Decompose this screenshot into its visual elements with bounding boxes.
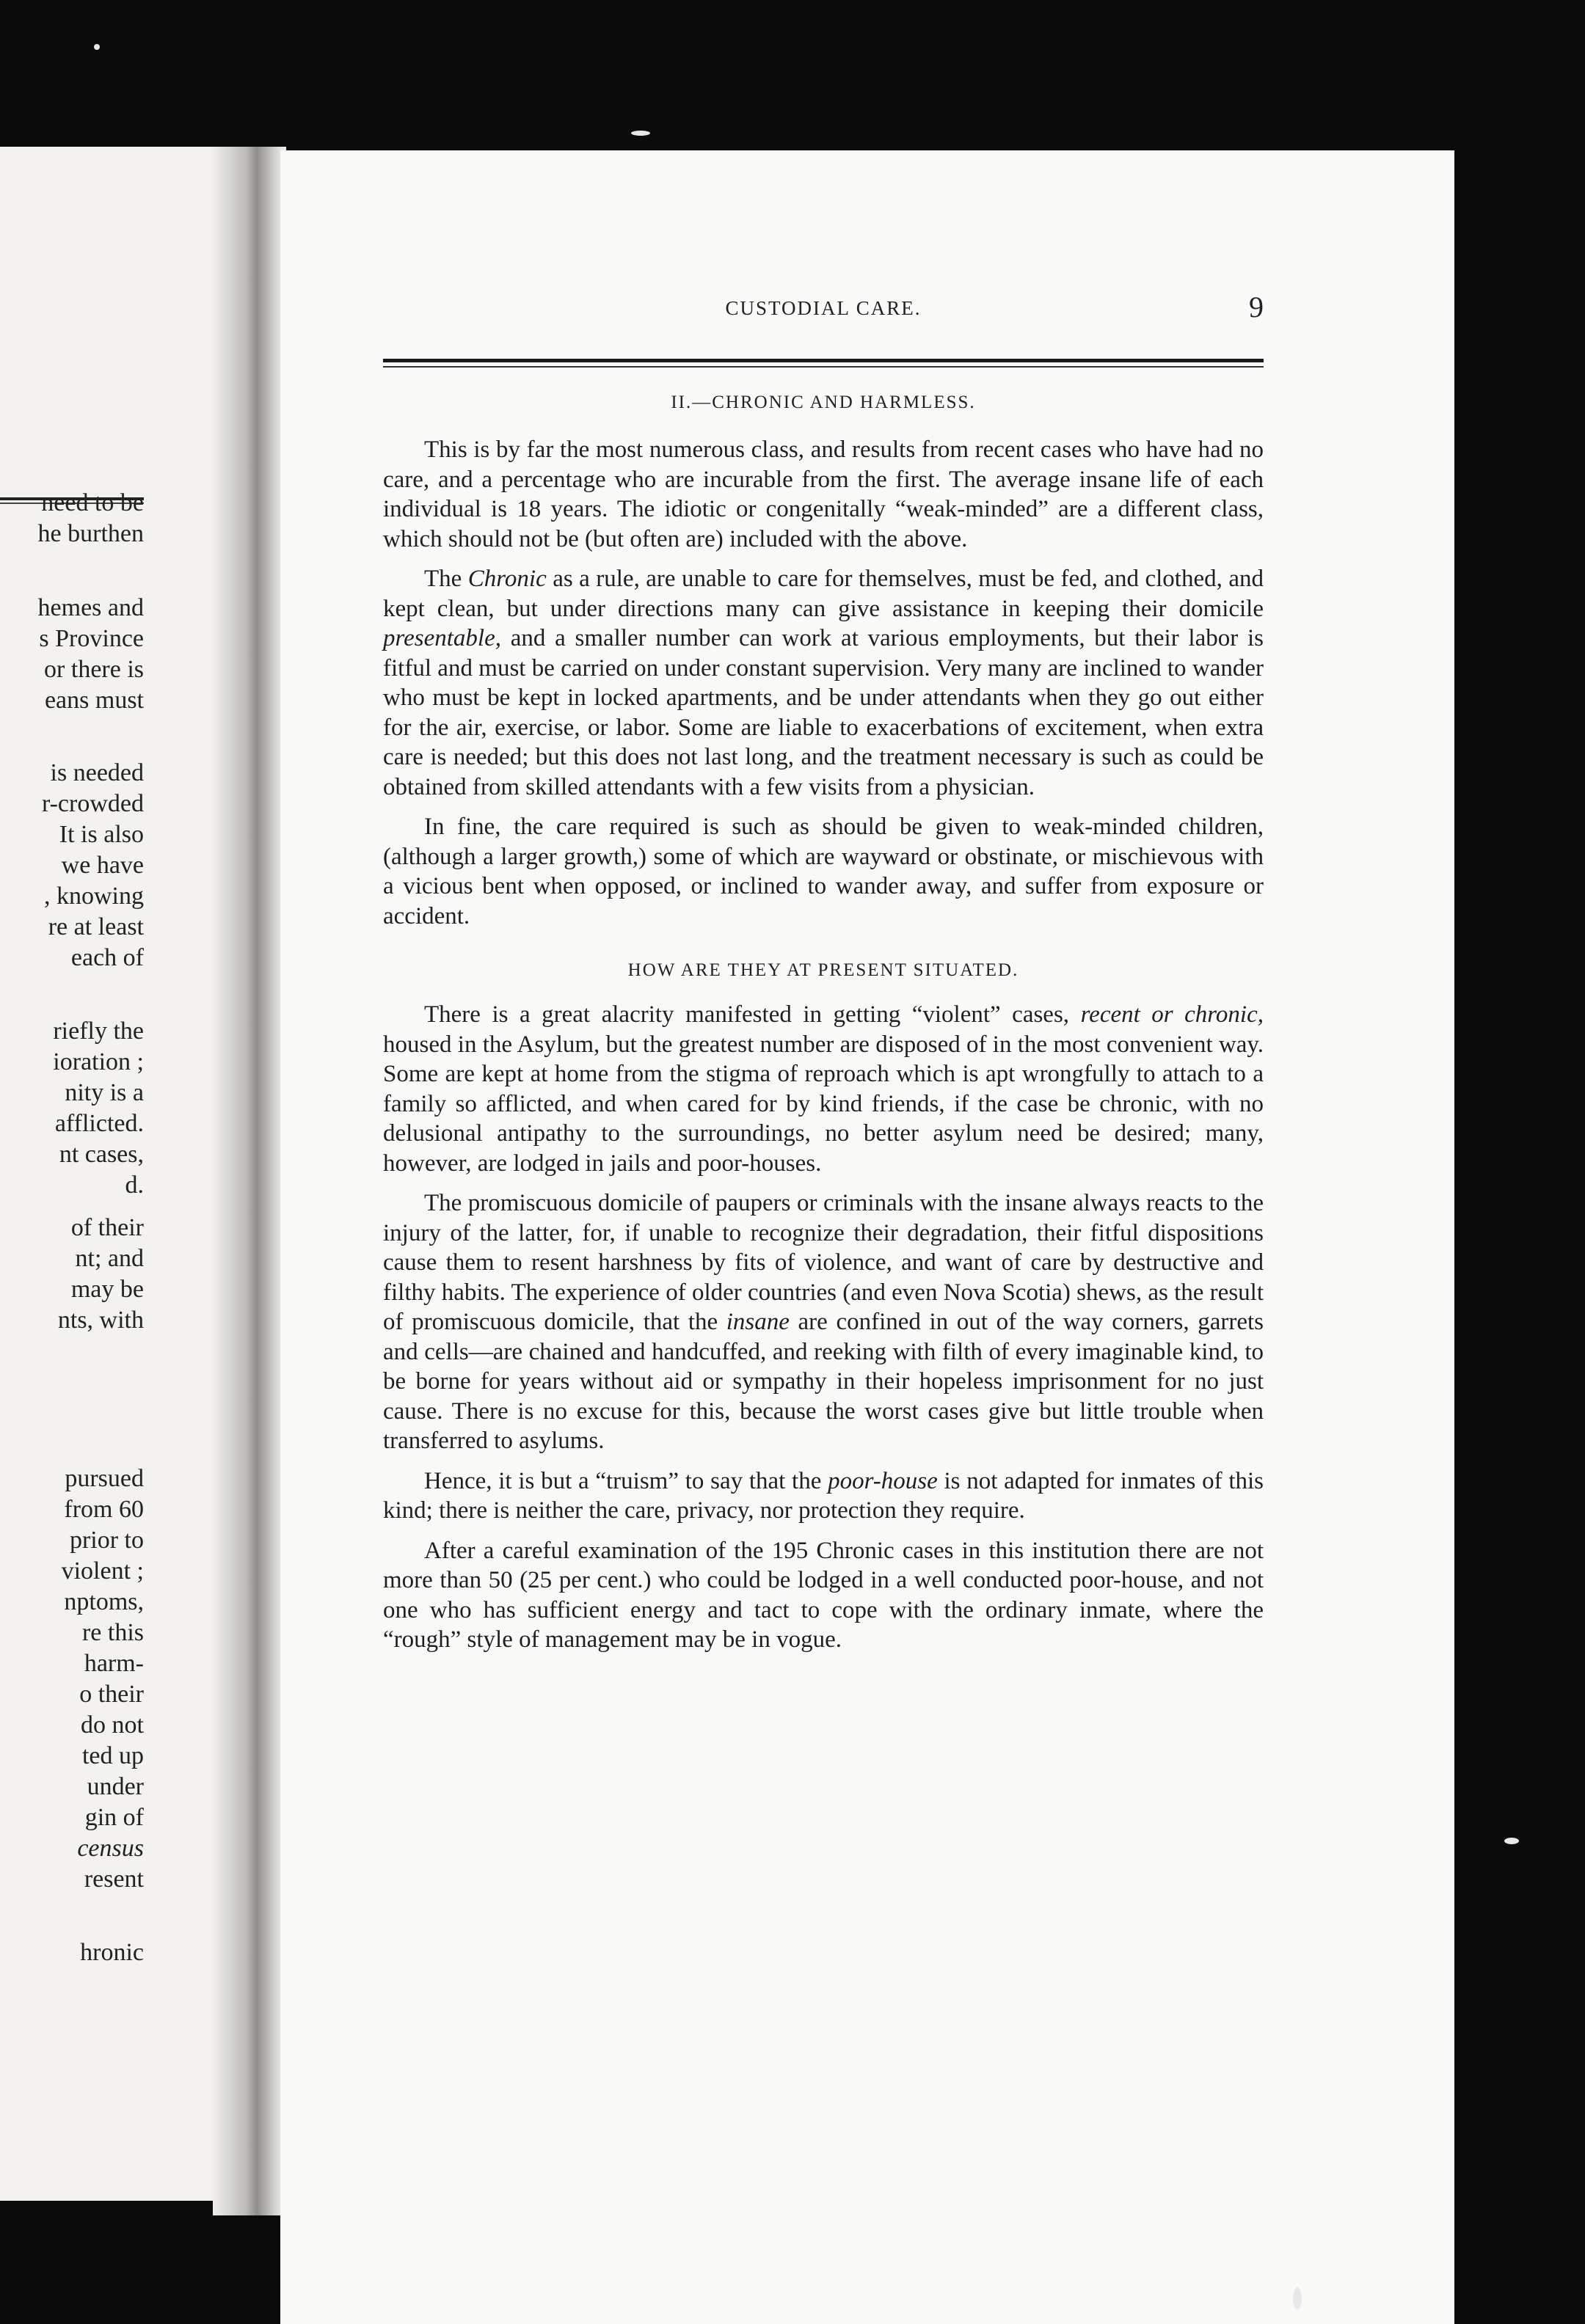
- previous-page-line: , knowing: [44, 883, 144, 910]
- previous-page-line: It is also: [59, 821, 144, 848]
- header-rule: [383, 359, 1264, 368]
- previous-page-line: each of: [70, 944, 144, 971]
- previous-page-line: afflicted.: [54, 1110, 144, 1137]
- dust-speck: [1504, 1838, 1519, 1844]
- dust-speck: [1293, 2287, 1302, 2309]
- previous-page-line: nptoms,: [64, 1588, 144, 1615]
- italic-term: poor-house: [828, 1467, 938, 1494]
- running-head: [383, 290, 1264, 341]
- previous-page-line: violent ;: [61, 1557, 144, 1585]
- previous-page-line: d.: [125, 1172, 144, 1199]
- paragraph: The promiscuous domicile of paupers or criminals with the insane always reacts to the injury of the latter, for, if unable to recognize their degradation, their fitful dispositions cause them to resent harshness by fits of violence, and want of care by destructive and filthy habits. The experience of older countries (and even Nova Scotia) shews, as the result of promiscuous domicile, that the insane are confined in out of the way corners, garrets and cells—are chained and handcuffed, and reeking with filth of every imaginable kind, to be borne for years without aid or sympathy in their hopeless imprisonment for no just cause. There is no excuse for this, because the worst cases give but little trouble when transferred to asylums.: [383, 1190, 1264, 1454]
- previous-page-line: we have: [61, 852, 144, 879]
- running-title: CUSTODIAL CARE.: [725, 297, 922, 319]
- previous-page-line: ted up: [81, 1742, 144, 1769]
- previous-page-line: of their: [70, 1214, 144, 1241]
- paragraph: Hence, it is but a “truism” to say that the poor-house is not adapted for inmates of this kind; there is neither the care, privacy, nor protection they require.: [383, 1467, 1264, 1524]
- previous-page-line: resent: [84, 1866, 144, 1893]
- dust-speck: [94, 44, 100, 50]
- book-gutter: [213, 147, 286, 2215]
- previous-page-line: he burthen: [37, 520, 144, 547]
- previous-page-line: s Province: [39, 625, 144, 652]
- paragraph: There is a great alacrity manifested in getting “violent” cases, recent or chronic, housed in the Asylum, but the greatest number are disposed of in the most convenient way. Some are kept at home from the stigma of reproach which is apt wrongfully to attach to a family so afflicted, and when cared for by kind friends, if the case be chronic, with no delusional antipathy to the surroundings, no better asylum need be desired; many, however, are lodged in jails and poor-houses.: [383, 1001, 1264, 1177]
- paragraph: In fine, the care required is such as should be given to weak-minded children, (although a larger growth,) some of which are wayward or obstinate, or mischievous with a vicious bent when opposed, or inclined to wander away, and suffer from exposure or accident.: [383, 814, 1264, 929]
- previous-page-line: from 60: [64, 1496, 144, 1523]
- previous-page-line: nity is a: [65, 1079, 144, 1106]
- previous-page-line: hemes and: [37, 594, 144, 621]
- italic-term: Chronic: [467, 566, 547, 592]
- previous-page-line: ioration ;: [53, 1048, 144, 1075]
- previous-page-line: hronic: [80, 1939, 144, 1966]
- previous-page-line: under: [87, 1773, 144, 1800]
- previous-page-line: or there is: [44, 656, 144, 683]
- previous-page-line: need to be: [41, 489, 144, 516]
- previous-page-line: census: [77, 1835, 144, 1862]
- paragraph: This is by far the most numerous class, and results from recent cases who have had no care, and a percentage who are incurable from the first. The average insane life of each individual is 18 years. The idiotic or congenitally “weak-minded” are a different class, which should not be (but often are) included with the above.: [383, 436, 1264, 552]
- previous-page-line: prior to: [69, 1527, 144, 1554]
- previous-page-line: do not: [81, 1711, 144, 1739]
- previous-page-line: nt; and: [75, 1245, 144, 1272]
- previous-page-line: may be: [70, 1276, 144, 1303]
- italic-term: presentable,: [383, 625, 501, 651]
- previous-page-line: gin of: [84, 1804, 144, 1831]
- previous-page-line: eans must: [44, 687, 144, 714]
- dust-speck: [631, 131, 650, 136]
- paragraph: The Chronic as a rule, are unable to care for themselves, must be fed, and clothed, and kept clean, but under directions many can give assistance in keeping their domicile presentable, and a smaller number can work at various employments, but their labor is fitful and must be carried on under constant supervision. Very many are inclined to wander who must be kept in locked apartments, and be under attendants when they go out either for the air, exercise, or labor. Some are liable to exacerbations of excitement, when extra care is needed; but this does not last long, and the treatment necessary is such as could be obtained from skilled attendants with a few visits from a physician.: [383, 566, 1264, 800]
- subsection-heading: HOW ARE THEY AT PRESENT SITUATED.: [627, 960, 1019, 980]
- italic-term: insane: [726, 1309, 790, 1335]
- previous-page-line: riefly the: [53, 1017, 144, 1045]
- paragraph: After a careful examination of the 195 Chronic cases in this institution there are not more than 50 (25 per cent.) who could be lodged in a well conducted poor-house, and not one who has sufficient energy and tact to cope with the ordinary inmate, where the “rough” style of management may be in vogue.: [383, 1537, 1264, 1653]
- previous-page-line: is needed: [50, 759, 144, 786]
- previous-page-line: nts, with: [57, 1307, 144, 1334]
- previous-page-text: [0, 147, 144, 2201]
- previous-page-line: pursued: [65, 1465, 144, 1492]
- previous-page-line: o their: [79, 1681, 144, 1708]
- previous-page-line: harm-: [84, 1650, 144, 1677]
- current-page: [280, 150, 1454, 2324]
- previous-page-line: r-crowded: [41, 790, 144, 817]
- previous-page-line: re this: [81, 1619, 144, 1646]
- section-heading: II.—CHRONIC AND HARMLESS.: [671, 392, 976, 412]
- page-content: [383, 290, 1264, 1665]
- page-number: 9: [1249, 290, 1264, 324]
- previous-page-line: re at least: [48, 913, 144, 940]
- italic-term: recent or chronic,: [1080, 1001, 1264, 1028]
- previous-page-line: nt cases,: [59, 1141, 144, 1168]
